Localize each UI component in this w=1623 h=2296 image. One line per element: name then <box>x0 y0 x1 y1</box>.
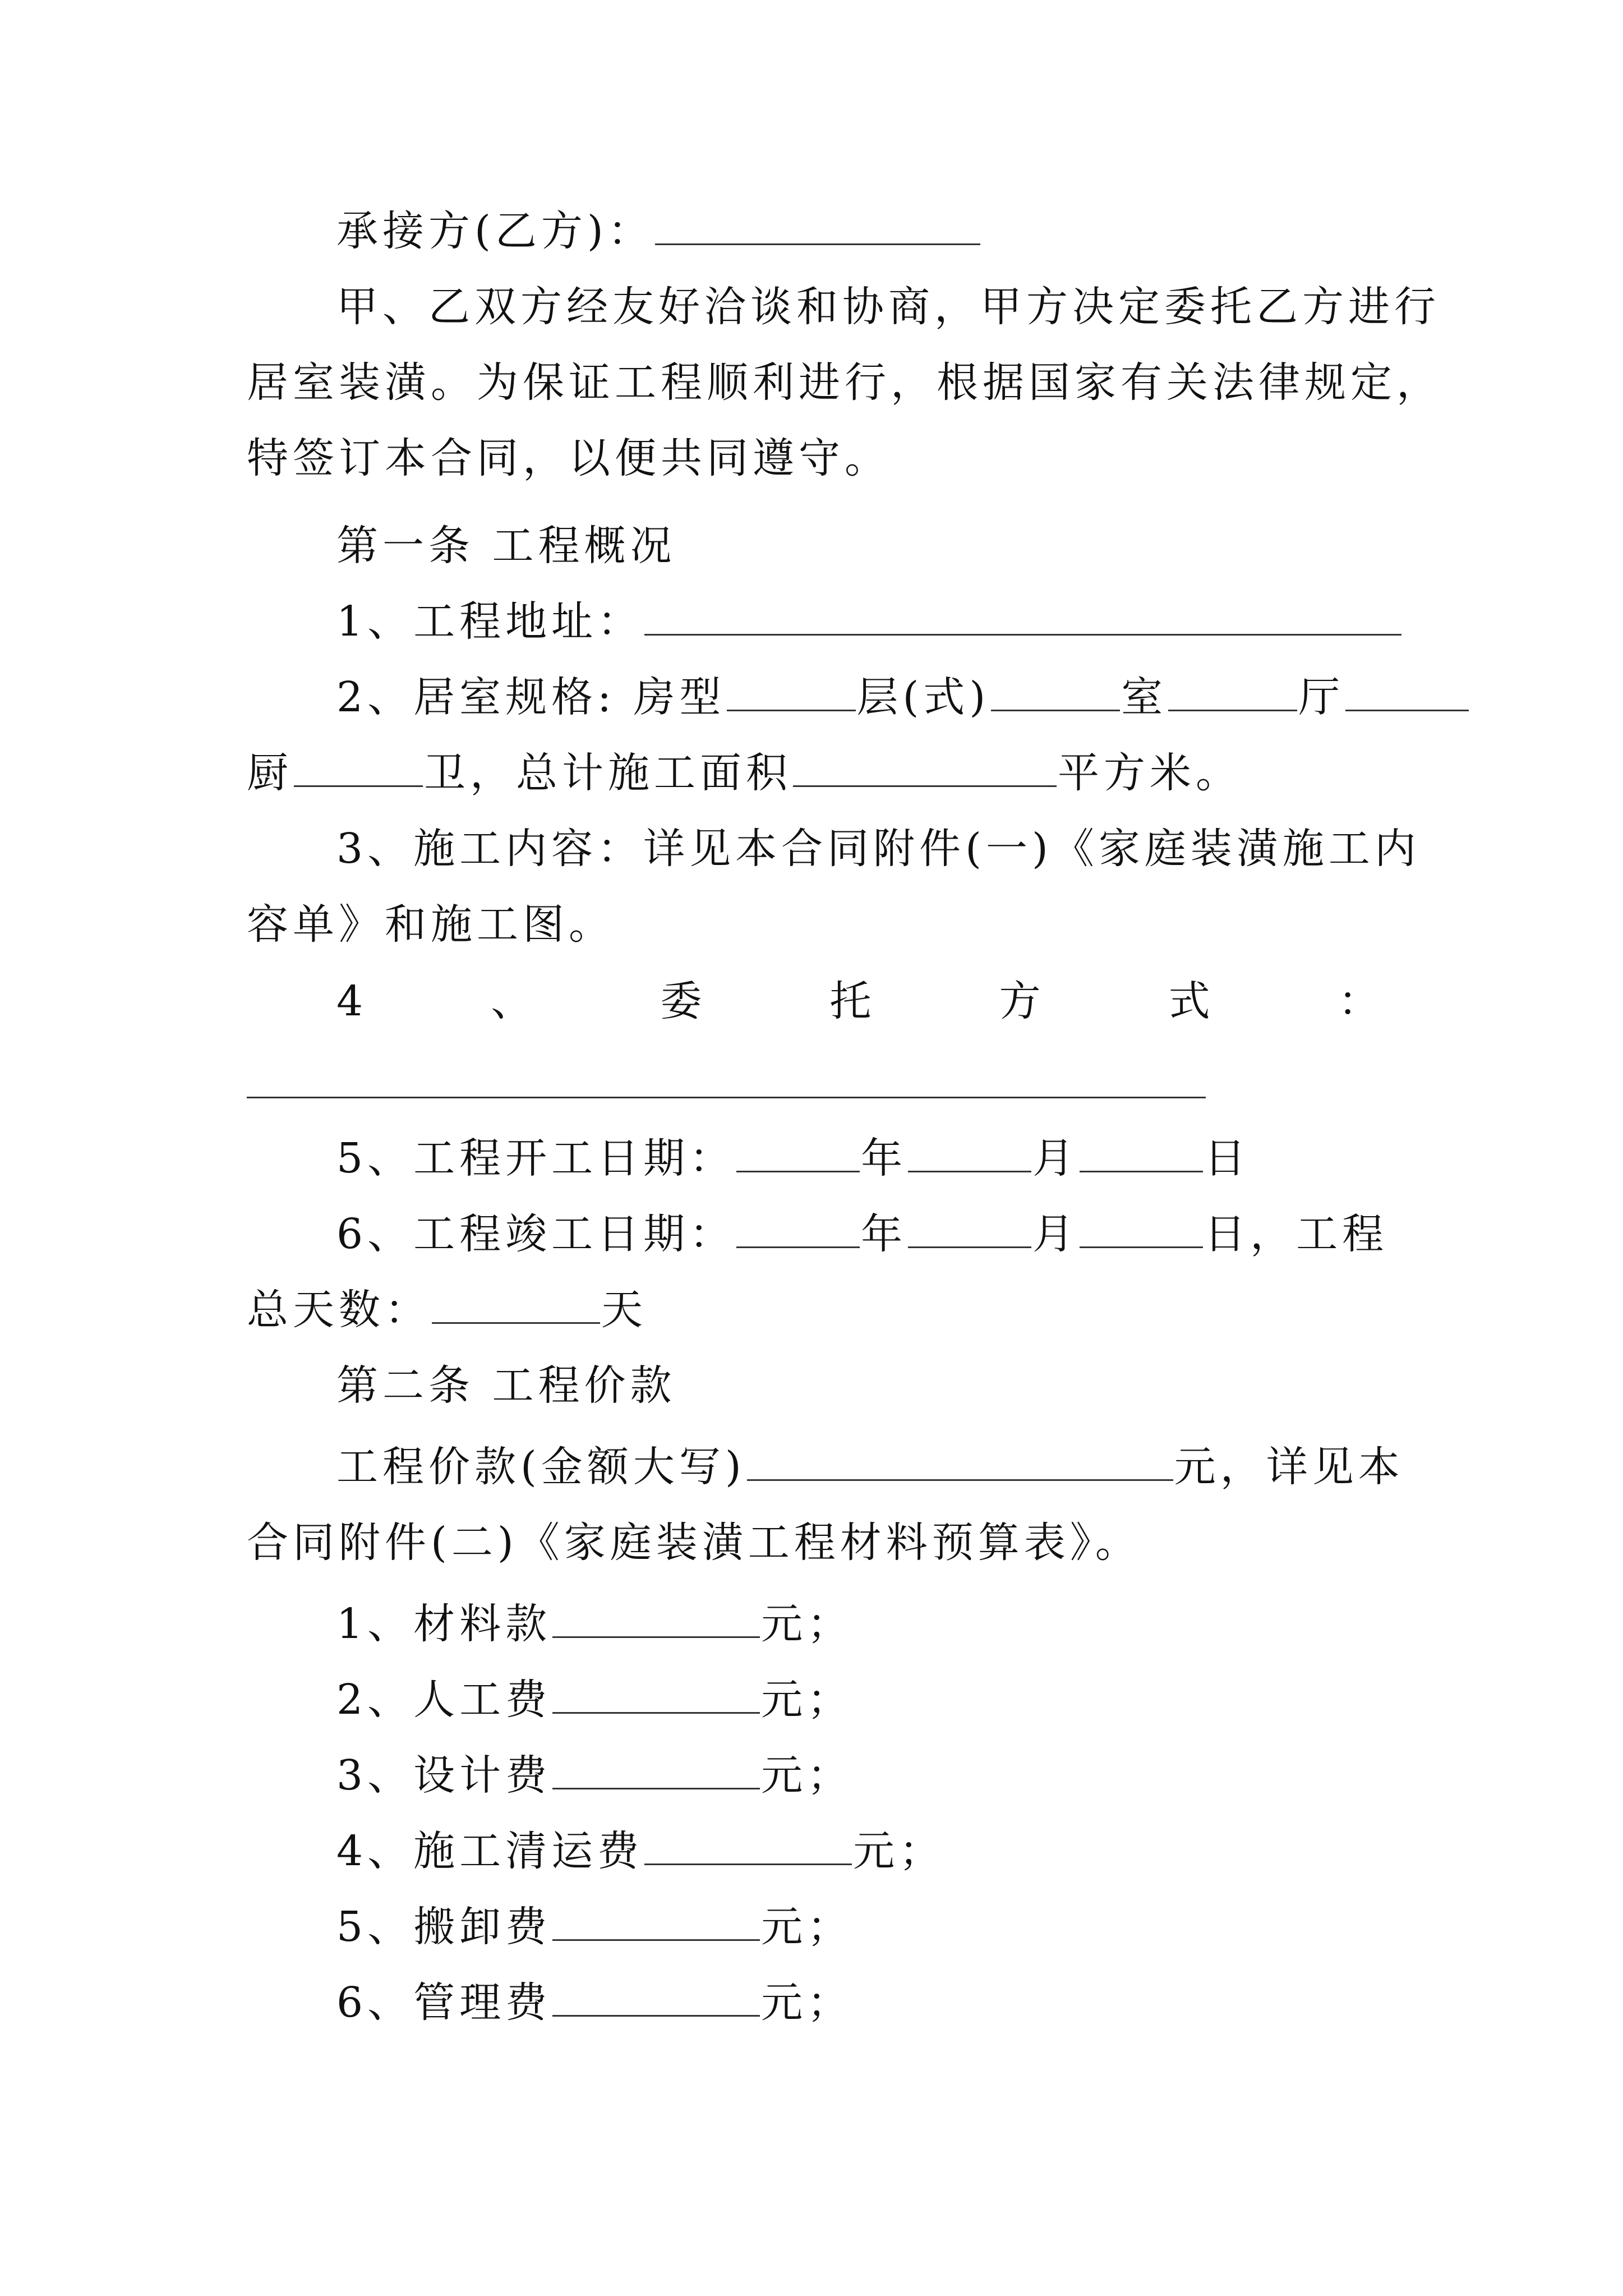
article-2-title: 第二条 工程价款 <box>336 1361 676 1410</box>
article-1-title: 第一条 工程概况 <box>336 522 676 570</box>
yuan-label: 元； <box>761 1751 854 1800</box>
year-label: 年 <box>861 1134 907 1182</box>
price-suffix: 元，详见本 <box>1174 1443 1404 1491</box>
entrust-blank <box>247 1097 1206 1098</box>
content-text-1: 3、施工内容：详见本合同附件(一)《家庭装潢施工内 <box>336 825 1421 873</box>
blank <box>552 1600 760 1638</box>
sqm-label: 平方米。 <box>1058 749 1242 797</box>
intro-text-2: 居室装潢。为保证工程顺利进行，根据国家有关法律规定， <box>247 358 1442 407</box>
entrust-char: 4 <box>336 977 363 1025</box>
room-spec-line <box>336 666 1470 728</box>
price-line-2 <box>247 1512 1141 1573</box>
fee-line <box>336 1669 853 1731</box>
blank <box>552 1752 760 1789</box>
room-label: 室 <box>1121 673 1168 721</box>
month-label: 月 <box>1032 1134 1079 1182</box>
fee-label: 4、施工清运费 <box>336 1827 644 1875</box>
yuan-label: 元； <box>853 1827 946 1875</box>
blank <box>644 1828 852 1865</box>
blank <box>727 674 856 711</box>
price-line <box>336 1436 1404 1498</box>
price-label: 工程价款(金额大写) <box>336 1443 746 1491</box>
contractor-label: 承接方(乙方)： <box>336 207 654 255</box>
blank <box>991 674 1120 711</box>
entrust-char: 托 <box>829 977 872 1025</box>
address-label: 1、工程地址： <box>336 597 644 646</box>
blank <box>552 1676 760 1714</box>
paragraph-line <box>336 276 1440 338</box>
content-line <box>336 818 1421 880</box>
blank <box>1080 1135 1203 1172</box>
fee-label: 6、管理费 <box>336 1978 552 2027</box>
content-line <box>247 894 615 955</box>
blank <box>552 1903 760 1941</box>
year-label: 年 <box>861 1210 907 1258</box>
hall-label: 厅 <box>1298 673 1345 721</box>
blank <box>432 1286 600 1324</box>
yuan-label: 元； <box>761 1978 854 2027</box>
address-blank <box>644 598 1401 636</box>
contractor-blank <box>655 208 980 245</box>
entrust-char: 方 <box>999 977 1041 1025</box>
intro-text-1: 甲、乙双方经友好洽谈和协商，甲方决定委托乙方进行 <box>336 283 1440 331</box>
blank <box>908 1211 1031 1248</box>
total-days-label: 总天数： <box>247 1286 431 1334</box>
kitchen-label: 厨 <box>247 749 293 797</box>
article-1-heading <box>336 515 676 577</box>
end-date-line <box>336 1203 1388 1265</box>
start-date-line <box>336 1128 1250 1189</box>
fee-label: 5、搬卸费 <box>336 1903 552 1951</box>
content-text-2: 容单》和施工图。 <box>247 900 615 949</box>
entrust-char: 、 <box>491 977 533 1025</box>
fee-line <box>336 1972 853 2033</box>
blank <box>1080 1211 1203 1248</box>
area-blank <box>793 749 1057 787</box>
room-spec-label: 2、居室规格: 房型 <box>336 673 726 721</box>
blank <box>908 1135 1031 1172</box>
entrust-char: 式 <box>1168 977 1210 1025</box>
blank <box>552 1979 760 2017</box>
blank <box>736 1211 860 1248</box>
yuan-label: 元； <box>761 1600 854 1648</box>
blank <box>1168 674 1297 711</box>
paragraph-line <box>247 352 1442 413</box>
start-date-label: 5、工程开工日期： <box>336 1134 736 1182</box>
paragraph-line <box>247 427 891 489</box>
price-note: 合同附件(二)《家庭装潢工程材料预算表》。 <box>247 1519 1141 1567</box>
fee-line <box>336 1593 853 1655</box>
fee-line <box>336 1896 853 1958</box>
storey-label: 层(式) <box>856 673 990 721</box>
yuan-label: 元； <box>761 1903 854 1951</box>
room-spec-line-2 <box>247 742 1242 804</box>
entrust-method-line <box>336 970 1380 1032</box>
price-blank <box>747 1443 1173 1481</box>
article-2-heading <box>336 1355 676 1416</box>
total-days-line <box>247 1279 647 1341</box>
fee-label: 1、材料款 <box>336 1600 552 1648</box>
contractor-line <box>336 200 981 262</box>
fee-label: 2、人工费 <box>336 1676 552 1724</box>
bath-area-label: 卫，总计施工面积 <box>424 749 792 797</box>
month-label: 月 <box>1032 1210 1079 1258</box>
intro-text-3: 特签订本合同，以便共同遵守。 <box>247 434 891 482</box>
day-label: 日 <box>1204 1134 1251 1182</box>
end-date-label: 6、工程竣工日期： <box>336 1210 736 1258</box>
day-project-label: 日，工程 <box>1204 1210 1389 1258</box>
fee-line <box>336 1820 945 1882</box>
blank <box>1345 674 1469 711</box>
blank <box>294 749 423 787</box>
blank <box>736 1135 860 1172</box>
address-line <box>336 591 1403 652</box>
entrust-char: ： <box>1338 977 1380 1025</box>
fee-line <box>336 1745 853 1806</box>
days-label: 天 <box>601 1286 647 1334</box>
yuan-label: 元； <box>761 1676 854 1724</box>
entrust-char: 委 <box>660 977 702 1025</box>
fee-label: 3、设计费 <box>336 1751 552 1800</box>
